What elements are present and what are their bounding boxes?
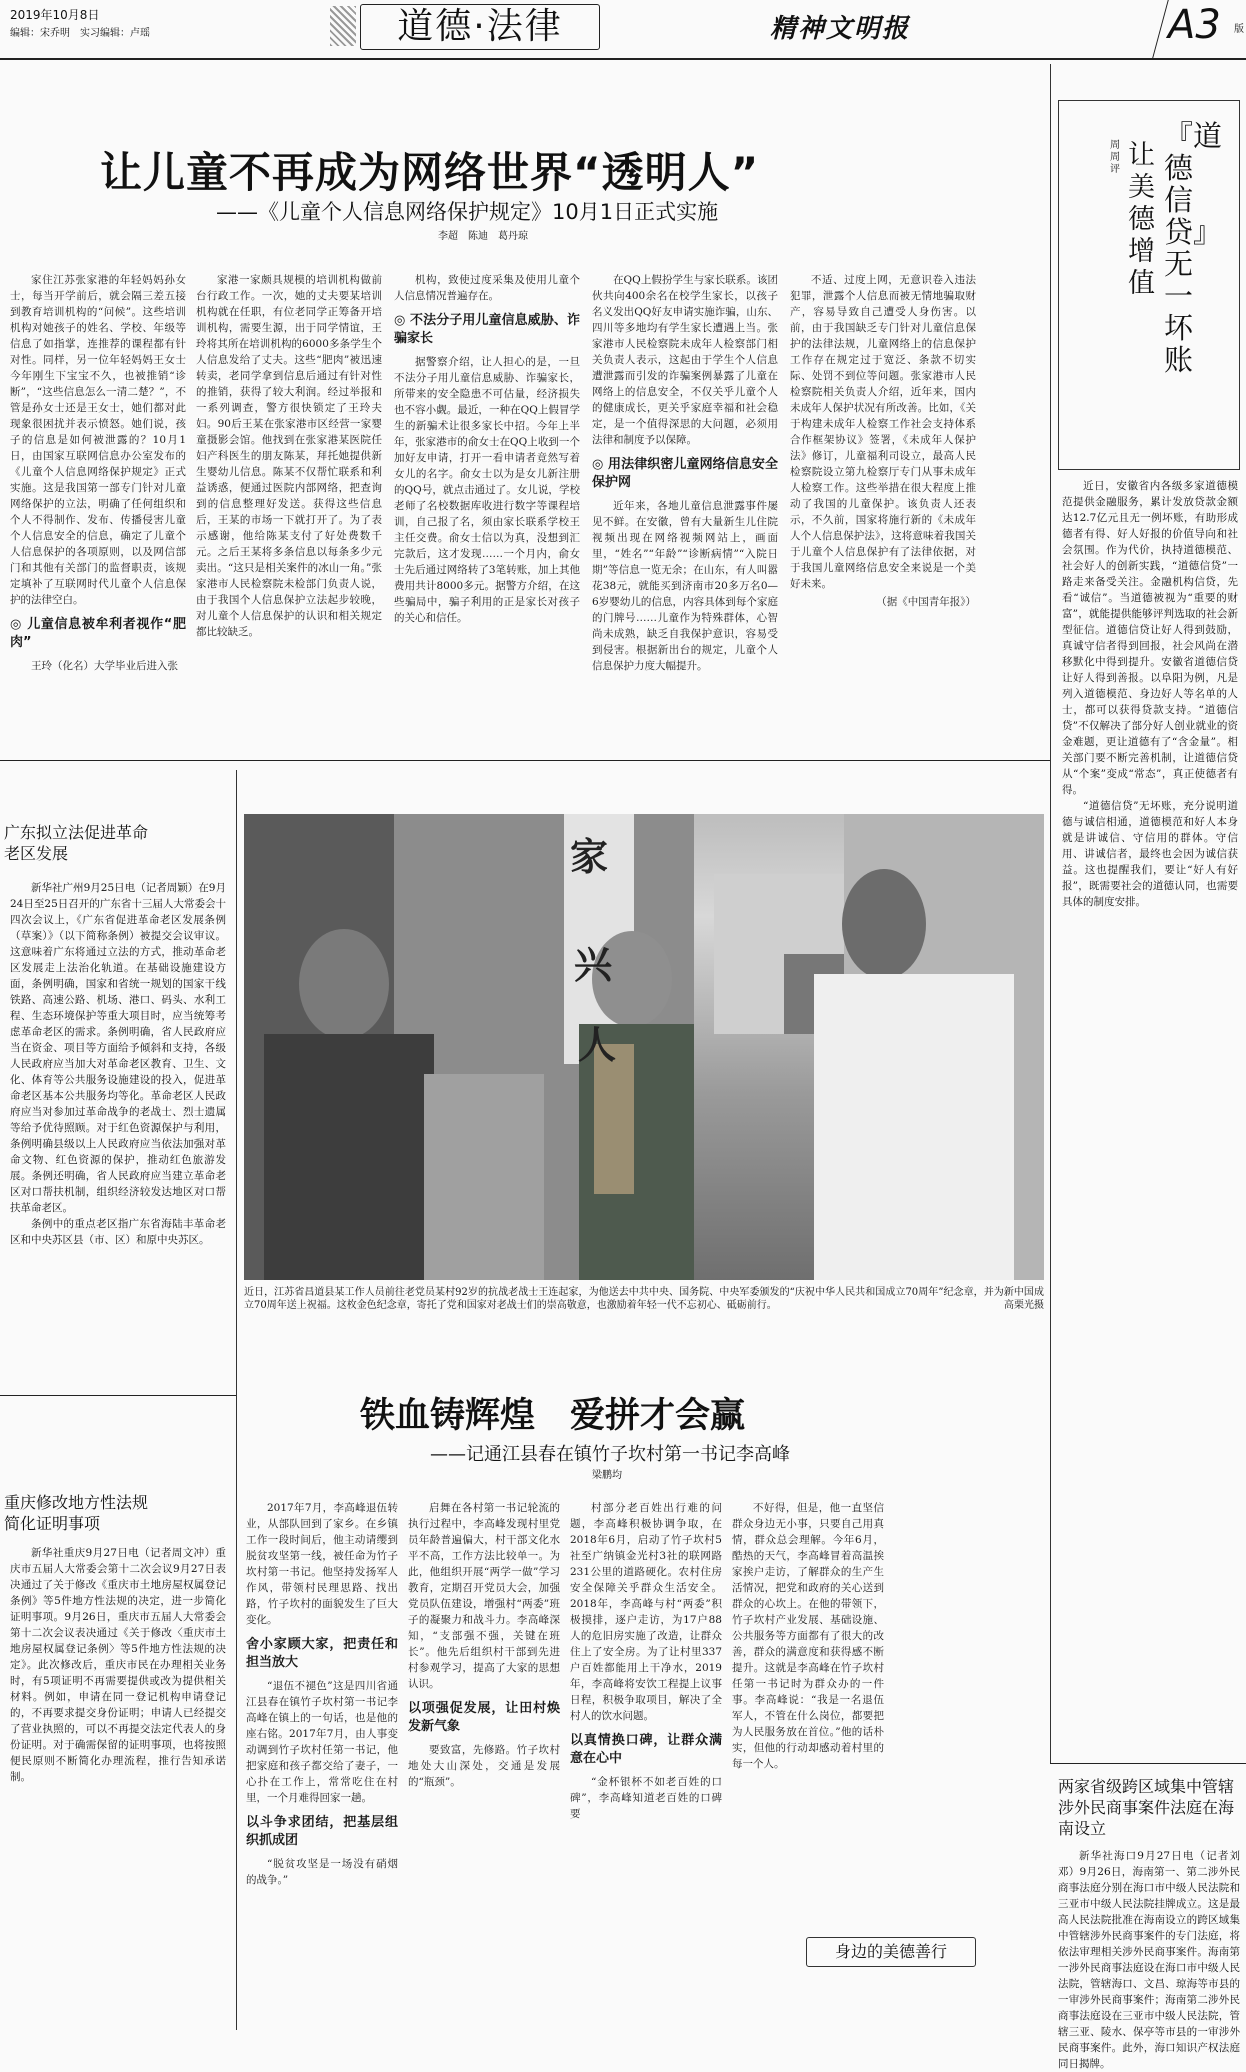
section-title: 道德·法律 (397, 6, 563, 47)
lead-col-3-a: 机构，致使过度采集及使用儿童个人信息情况普遍存在。 (394, 274, 580, 302)
news-guangdong-body (10, 880, 226, 1385)
left-news-rule (0, 1395, 236, 1396)
lead-col-4-text: 在QQ上假扮学生与家长联系。该团伙共向400余名在校学生家长，以孩子名义发出QQ好友申请实施诈骗，山东、四川等多地均有学生家长遭遇上当。张家港市人民检察院未成年人检察部门相关负责人表示，这起由于学生个人信息遭泄露而引发的诈骗案例暴露了儿童在网络上的信息安全，不仅关乎儿童个人的健康成长，更关乎家庭幸福和社会稳定，是一个值得深思的大问题，必须用法律和制度予以保障。 (592, 274, 778, 446)
lead-col-5 (790, 272, 976, 747)
lead-col-1-text: 家住江苏张家港的年轻妈妈孙女士，每当开学前后，就会隔三差五接到教育培训机构的“问候”。这些培训机构对她孩子的姓名、学校、年级等信息了如指掌，连推荐的课程都有针对性。同样，另一位年轻妈妈王女士今年刚生下宝宝不久，也被推销“诊断”，“这些信息怎么一清二楚？”，不管是孙女士还是王女士，她们都对此现象很困扰并表示愤怒。她们说，孩子的信息是如何被泄露的？10月1日，由国家互联网信息办公室发布的《儿童个人信息网络保护规定》正式实施。这是我国第一部专门针对儿童网络保护的立法，明确了任何组织和个人不得制作、发布、传播侵害儿童个人信息安全的信息，确定了儿童个人信息保护的各项原则，以及网信部门和其他有关部门的监督职责，该规定填补了互联网时代儿童个人信息保护的法律空白。 (10, 274, 186, 606)
news-guangdong-text: 新华社广州9月25日电（记者周颖）在9月24日至25日召开的广东省十三届人大常委会十四次会议上，《广东省促进革命老区发展条例（草案）》（以下简称条例）被提交会议审议。这意味着广东将通过立法的方式，推动革命老区发展走上法治化轨道。在基础设施建设方面，条例明确，国家和省统一规划的国家干线铁路、高速公路、机场、港口、码头、水利工程、生态环境保护等重大项目时，应当统筹考虑革命老区的需求。条例明确，省人民政府应当在资金、项目等方面给予倾斜和支持，各级人民政府应当加大对革命老区教育、卫生、文化、体育等公共服务设施建设的投入，促进革命老区基本公共服务均等化。革命老区人民政府应当对参加过革命战争的老战士、烈士遗属等给予优待照顾。对于红色资源保护与利用，条例明确县级以上人民政府应当依法加强对革命文物、红色资源的保护，推动红色旅游发展。条例还明确，省人民政府应当建立革命老区对口帮扶机制，组织经济较发达地区对口帮扶革命老区。 (10, 882, 226, 1214)
lead-bottom-rule (0, 760, 1050, 761)
photo (244, 814, 1044, 1280)
feature-col-1-c: “脱贫攻坚是一场没有硝烟的战争。” (246, 1858, 398, 1886)
lead-heading-1: ◎ 儿童信息被牟利者视作“肥肉” (10, 617, 186, 650)
section-box (360, 4, 600, 50)
news-hainan-title: 两家省级跨区域集中管辖涉外民商事案件法庭在海南设立 (1058, 1777, 1235, 1838)
right-news-rule (1050, 1763, 1246, 1764)
header-rule (0, 58, 1246, 60)
photo-credit: 高栗光摄 (1004, 1300, 1044, 1311)
feature-subtitle: ——记通江县春在镇竹子坎村第一书记李高峰 (430, 1444, 790, 1465)
left-column-divider (236, 770, 237, 2030)
paper-name: 精神文明报 (770, 14, 911, 44)
sign-char-2: 兴 (574, 942, 613, 987)
commentary-sub: 让美德增值 (1128, 140, 1155, 299)
lead-heading-3: ◎ 用法律织密儿童网络信息安全保护网 (592, 457, 778, 490)
news-chongqing-title: 重庆修改地方性法规简化证明事项 (4, 1493, 149, 1533)
news-hainan-text: 新华社海口9月27日电（记者刘邓）9月26日，海南第一、第二涉外民商事法庭分别在海口市中级人民法院和三亚市中级人民法院挂牌成立。这是最高人民法院批准在海南设立的跨区域集中管辖涉外民商事案件的专门法庭，将依法审理相关涉外民商事案件。海南第一涉外民商事法庭设在海口市中级人民法院，管辖海口、文昌、琼海等市县的一审涉外民商事案件；海南第二涉外民商事法庭设在三亚市中级人民法院，管辖三亚、陵水、保亭等市县的一审涉外民商事案件。此外，海口知识产权法庭同日揭牌。 (1058, 1850, 1240, 2070)
lead-col-5-text: 不适、过度上网，无意识卷入违法犯罪，泄露个人信息而被无情地骗取财产，容易导致自己遭受人身伤害。以前，由于我国缺乏专门针对儿童信息保护的法律法规，儿童网络上的信息保护工作存在规定过于宽泛、条款不切实际、处罚不到位等问题。张家港市人民检察院相关负责人介绍，近年来，国内未成年人保护状况有所改善。比如，《关于构建未成年人检察工作社会支持体系合作框架协议》签署，《未成年人保护法》修订，儿童福利司设立，最高人民检察院设立第九检察厅专门从事未成年人检察工作。这些举措在很大程度上推动了我国的儿童保护。该负责人还表示，不久前，国家将施行新的《未成年人个人信息保护法》，这将意味着我国关于儿童个人信息保护有了法律依据，对于我国儿童网络信息安全来说是一个美好未来。 (790, 274, 976, 590)
feature-col-3 (570, 1500, 722, 2025)
feature-col-2-b: 要致富，先修路。竹子坎村地处大山深处，交通是发展的“瓶颈”。 (408, 1744, 560, 1788)
feature-tag: 身边的美德善行 (806, 1937, 976, 1967)
feature-col-2 (408, 1500, 560, 2025)
sign-char-1: 家 (570, 834, 609, 879)
feature-title: 铁血铸辉煌 爱拼才会赢 (360, 1396, 746, 1436)
news-hainan-body (1058, 1848, 1240, 2070)
issue-date: 2019年10月8日 (10, 8, 100, 22)
feature-byline: 梁鹏均 (592, 1470, 622, 1481)
right-column-divider (1050, 64, 1051, 1764)
lead-heading-2: ◎ 不法分子用儿童信息威胁、诈骗家长 (394, 313, 580, 346)
header-divider (1152, 0, 1169, 58)
commentary-text-2: “道德信贷”无坏账，充分说明道德与诚信相通，道德模范和好人本身就是讲诚信、守信用的群体。守信用、讲诚信者，最终也会因为诚信获益。这也提醒我们，要让“好人有好报”，既需要社会的道德认同，也需要具体的制度安排。 (1062, 800, 1238, 908)
lead-col-4 (592, 272, 778, 747)
feature-col-1 (246, 1500, 398, 2025)
lead-col-1 (10, 272, 186, 747)
feature-col-2-text: 启舞在各村第一书记轮流的执行过程中，李高峰发现村里党员年龄普遍偏大，村干部文化水平不高，工作方法比较单一。为此，他组织开展“两学一做”学习教育，定期召开党员大会，加强党员队伍建设，增强村“两委”班子的凝聚力和战斗力。李高峰深知，“支部强不强，关键在班长”。他先后组织村干部到先进村参观学习，提高了大家的思想认识。 (408, 1502, 560, 1690)
photo-caption-text: 近日，江苏省昌道县某工作人员前往老党员某村92岁的抗战老战士王连起家，为他送去中共中央、国务院、中央军委颁发的“庆祝中华人民共和国成立70周年”纪念章，并为新中国成立70周年送上祝福。这枚金色纪念章，寄托了党和国家对老战士们的崇高敬意，也激励着年轻一代不忘初心、砥砺前行。 (244, 1287, 1044, 1311)
feature-col-1-text: 2017年7月，李高峰退伍转业，从部队回到了家乡。在乡镇工作一段时间后，他主动请缨到脱贫攻坚第一线，被任命为竹子坎村第一书记。他坚持发扬军人作风，带领村民理思路、找出路，竹子坎村的面貌发生了巨大变化。 (246, 1502, 398, 1626)
editors-line: 编辑：宋乔明 实习编辑：卢瑶 (10, 28, 150, 39)
feature-heading-3: 以项强促发展，让田村焕发新气象 (408, 1701, 560, 1734)
commentary-body (1062, 478, 1238, 1638)
lead-byline: 李超 陈迪 葛丹琼 (438, 231, 528, 242)
feature-col-1-b: “退伍不褪色”这是四川省通江县春在镇竹子坎村第一书记李高峰在镇上的一句话，也是他的座右铭。2017年7月，由人事变动调到竹子坎村任第一书记，他把家庭和孩子都交给了妻子，一心扑在工作上，常常吃住在村里，一个月难得回家一趟。 (246, 1680, 398, 1804)
feature-heading-1: 舍小家顾大家，把责任和担当放大 (246, 1637, 398, 1670)
page-suffix: 版 (1234, 24, 1244, 35)
feature-col-4-text: 不好得，但是，他一直坚信群众身边无小事，只要自己用真情，群众总会理解。今年6月，酷热的天气，李高峰冒着高温挨家挨户走访，了解群众的生产生活情况，把党和政府的关心送到群众的心坎上。在他的带领下，竹子坎村产业发展、基础设施、公共服务等方面都有了很大的改善，群众的满意度和获得感不断提升。这就是李高峰在竹子坎村任第一书记时为群众办的一件事。李高峰说：“我是一名退伍军人，不管在什么岗位，都要把为人民服务放在首位。”他的话朴实，但他的行动却感动着村里的每一个人。 (732, 1502, 884, 1770)
lead-col-2 (196, 272, 382, 747)
commentary-title: 『道德信贷』无一坏账 (1164, 119, 1223, 377)
lead-title: 让儿童不再成为网络世界“透明人” (100, 148, 760, 197)
photo-caption (244, 1286, 1044, 1326)
lead-col-2-text: 家港一家颇具规模的培训机构做前台行政工作。一次，她的丈夫要某培训机构就在任职，有位老同学正筹备开培训机构，需要生源，出于同学情谊，王玲将其所在培训机构的6000多条学生个人信息发给了丈夫。这些“肥肉”被迅速转卖，老同学拿到信息后通过有针对性的推销，获得了较大利润。经过举报和一系列调查，警方很快锁定了王玲夫妇。90后王某在张家港市区经营一家婴童摄影会馆。他找到在张家港某医院任妇产科医生的朋友陈某，拜托她提供新生婴幼儿信息。陈某不仅帮忙联系和利益诱惑，便通过医院内部网络，把查询到的信息整理好发送。获得这些信息后，王某的市场一下就打开了。为了表示感谢，他给陈某支付了好处费数千元。之后王某将多条信息以每条多少元卖出。“这只是相关案件的冰山一角。”张家港市人民检察院未检部门负责人说，由于我国个人信息保护立法起步较晚，对儿童个人信息保护的认识和相关规定都比较缺乏。 (196, 274, 382, 638)
news-guangdong-tail: 条例中的重点老区指广东省海陆丰革命老区和中央苏区县（市、区）和原中央苏区。 (10, 1218, 226, 1246)
page-number: A3 (1168, 2, 1221, 48)
feature-heading-2: 以斗争求团结，把基层组织抓成团 (246, 1815, 398, 1848)
feature-heading-4: 以真情换口碑，让群众满意在心中 (570, 1733, 722, 1766)
sign-char-3: 人 (578, 1022, 617, 1067)
lead-subtitle: ——《儿童个人信息网络保护规定》10月1日正式实施 (216, 200, 719, 224)
commentary-label: 周周评 (1110, 140, 1120, 175)
feature-col-4 (732, 1500, 884, 1920)
commentary-text: 近日，安徽省内各级多家道德模范提供金融服务，累计发放贷款金额达12.7亿元且无一例坏账，有助形成德者有得、好人好报的价值导向和社会氛围。作为代价，执持道德模范、社会好人的创新实践，“道德信贷”一路走来备受关注。金融机构信贷，先看“诚信”。当道德被视为“重要的财富”，就能提供能够评判选取的社会新型征信。道德信贷让好人得到鼓励，真诚守信者得到回报，社会风尚在潜移默化中得到提升。安徽省道德信贷让好人得到善报。以阜阳为例，凡是列入道德模范、身边好人等名单的人士，都可以获得贷款支持。“道德信贷”不仅解决了部分好人创业就业的资金难题，更让道德有了“含金量”。相关部门要不断完善机制，让道德信贷从“个案”变成“常态”，真正使德者有得。 (1062, 480, 1238, 796)
lead-source: （据《中国青年报》） (876, 596, 976, 608)
photo-scene (244, 814, 1044, 1280)
news-chongqing-text: 新华社重庆9月27日电（记者周文冲）重庆市五届人大常委会第十二次会议9月27日表决通过了关于修改《重庆市土地房屋权属登记条例》等5件地方性法规的决定，进一步简化证明事项。9月26日，重庆市五届人大常委会第十二次会议表决通过《关于修改〈重庆市土地房屋权属登记条例〉等5件地方性法规的决定》。此次修改后，重庆市民在办理相关业务时，有5项证明不再需要提供或改为提供相关材料。例如，申请在同一登记机构申请登记的，不再要求提交身份证明；申请人已经提交了营业执照的，可以不再提交法定代表人的身份证明。对于确需保留的证明事项，也将按照便民原则不断简化办理流程，推行告知承诺制。 (10, 1547, 226, 1783)
feature-col-3-b: “金杯银杯不如老百姓的口碑”，李高峰知道老百姓的口碑要 (570, 1776, 722, 1820)
lead-col-3-text: 据警察介绍，让人担心的是，一旦不法分子用儿童信息威胁、诈骗家长，所带来的安全隐患不可估量，经济损失也不容小觑。最近，一种在QQ上假冒学生的新骗术让很多家长中招。今年上半年，张家港市的俞女士在QQ上收到一个加好友申请，打开一看申请者竟然写着女儿的名字。俞女士以为是女儿新注册的QQ号，就点击通过了。女儿说，学校老师了名校数据库收进行数字等课程培训，自己报了名，须由家长联系学校王主任交费。俞女士信以为真，没想到汇完款后，这才发现……一个月内，俞女士先后通过网络转了3笔转账，加上其他费用共计8000多元。据警方介绍，在这些骗局中，骗子利用的正是家长对孩子的关心和信任。 (394, 356, 580, 624)
decor-hatch (330, 6, 356, 46)
lead-col-1-tail: 王玲（化名）大学毕业后进入张 (31, 660, 178, 672)
lead-col-4-b: 近年来，各地儿童信息泄露事件屡见不鲜。在安徽，曾有大量新生儿住院视频出现在网络视频网站上，画面里，“姓名”“年龄”“诊断病情”“入院日期”等信息一览无余；在山东，有人叫嚣花38元，就能买到济南市20多万名0—6岁婴幼儿的信息，内容具体到每个家庭的门牌号……儿童作为特殊群体，心智尚未成熟，缺乏自我保护意识，容易受到侵害。根据新出台的规定，儿童个人信息保护力度大幅提升。 (592, 500, 778, 672)
news-chongqing-body (10, 1545, 226, 2025)
news-guangdong-title: 广东拟立法促进革命老区发展 (4, 823, 149, 863)
feature-col-3-text: 村部分老百姓出行难的问题，李高峰积极协调争取，在2018年6月，启动了竹子坎村5社至广纳镇金光村3社的联网路231公里的道路硬化。农村住房安全保障关乎群众生活安全。2018年，李高峰与村“两委”积极摸排，逐户走访，为17户88人的危旧房实施了改造，让群众住上了安全房。为了让村里337户百姓都能用上干净水，2019年，李高峰将安饮工程提上议事日程，积极争取项目，解决了全村人的饮水问题。 (570, 1502, 722, 1722)
lead-col-3 (394, 272, 580, 747)
